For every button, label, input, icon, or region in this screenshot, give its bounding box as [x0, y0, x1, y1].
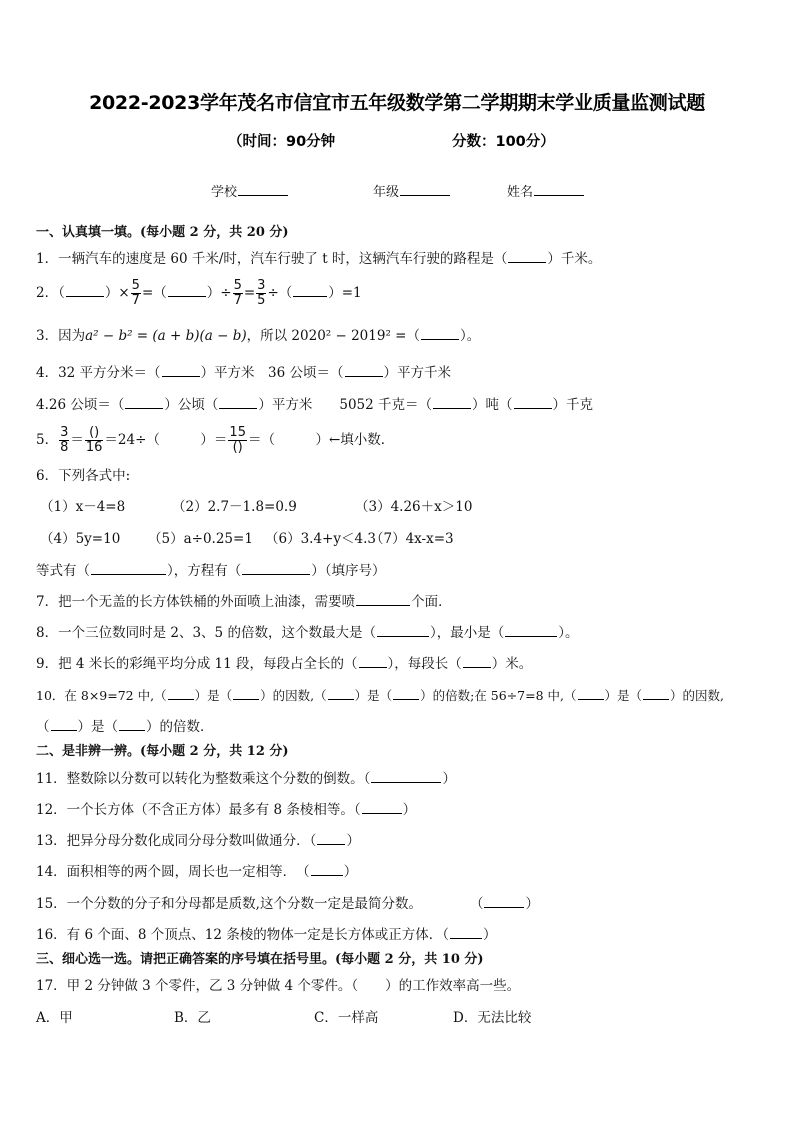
question-6-item: （7）4x-x=3 [370, 531, 454, 547]
name-field[interactable] [507, 181, 585, 200]
question-7: 7．把一个无盖的长方体铁桶的外面喷上油漆，需要喷 个面． [36, 594, 452, 610]
question-5: 5． $\frac{3}{8}$ ＝ $\frac{()}{16}$ ＝24÷（ ）＝ $\frac{15}{()}$ ＝（ ）←填小数． [36, 425, 395, 455]
option-a[interactable]: A．甲 [36, 1010, 73, 1026]
question-6-item: （6）3.4+y＜4.3 [265, 531, 376, 547]
question-6-item: （1）x－4=8 [40, 499, 126, 515]
question-6-item: （2）2.7－1.8=0.9 [172, 499, 297, 515]
answer-blank[interactable] [505, 623, 557, 637]
exam-time: （时间：90分钟 [228, 134, 336, 150]
grade-blank[interactable] [400, 182, 450, 196]
answer-blank[interactable] [125, 395, 163, 409]
section-3-heading: 三、细心选一选。请把正确答案的序号填在括号里。(每小题 2 分，共 10 分) [36, 952, 484, 967]
question-10-line-1: 10．在 8×9=72 中,（ ）是（ ）的因数,（ ）是（ ）的倍数;在 56÷7=8 中,（ ）是（ ）的因数, [36, 688, 725, 703]
answer-blank[interactable] [66, 283, 104, 297]
section-1-heading: 一、认真填一填。(每小题 2 分，共 20 分) [36, 225, 289, 240]
grade-field[interactable] [373, 181, 451, 200]
question-1: 1．一辆汽车的速度是 60 千米/时，汽车行驶了 t 时，这辆汽车行驶的路程是（ ）千米。 [36, 251, 602, 267]
fraction: $\frac{5}{7}$ [233, 278, 242, 308]
answer-blank[interactable] [421, 326, 459, 340]
question-6-item: （3）4.26＋x＞10 [355, 499, 473, 515]
question-14: 14．面积相等的两个圆，周长也一定相等． （ ） [36, 864, 358, 880]
question-6-title: 6．下列各式中: [36, 468, 131, 484]
fraction: $\frac{3}{5}$ [257, 278, 266, 308]
answer-blank[interactable] [371, 769, 441, 783]
answer-blank[interactable] [293, 283, 327, 297]
answer-blank[interactable] [328, 686, 354, 700]
answer-blank[interactable] [233, 686, 259, 700]
answer-blank[interactable] [484, 894, 524, 908]
exam-title: 2022-2023学年茂名市信宜市五年级数学第二学期期末学业质量监测试题 [89, 92, 705, 114]
fraction: $\frac{3}{8}$ [60, 425, 69, 455]
question-4-line-2: 4.26 公顷＝（ ）公顷（ ）平方米 5052 千克＝（ ）吨（ ）千克 [36, 397, 594, 413]
section-2-heading: 二、是非辨一辨。(每小题 2 分，共 12 分) [36, 744, 289, 759]
question-13: 13．把异分母分数化成同分母分数叫做通分．（ ） [36, 833, 360, 849]
answer-blank[interactable] [450, 925, 482, 939]
school-blank[interactable] [238, 182, 288, 196]
formula: a² − b² = (a + b)(a − b) [85, 328, 247, 344]
question-6-answer: 等式有（ ），方程有（ ）（填序号） [36, 563, 386, 579]
name-label: 姓名 [507, 185, 534, 200]
question-17: 17．甲 2 分钟做 3 个零件，乙 3 分钟做 4 个零件。（ ）的工作效率高一些。 [36, 978, 521, 994]
question-15: 15．一个分数的分子和分母都是质数,这个分数一定是最简分数。 （ ） [36, 896, 539, 912]
option-d[interactable]: D．无法比较 [453, 1010, 532, 1026]
answer-blank[interactable] [393, 686, 419, 700]
answer-blank[interactable] [119, 717, 145, 731]
answer-blank[interactable] [433, 395, 471, 409]
question-4-line-1: 4．32 平方分米＝（ ）平方米 36 公顷＝（ ）平方千米 [36, 365, 452, 381]
fraction: $\frac{()}{16}$ [85, 425, 103, 455]
answer-blank[interactable] [643, 686, 669, 700]
question-6-item: （4）5y=10 [40, 531, 121, 547]
fraction: $\frac{15}{()}$ [229, 425, 246, 455]
fraction: $\frac{5}{7}$ [131, 278, 140, 308]
answer-blank[interactable] [317, 831, 345, 845]
answer-blank[interactable] [311, 862, 343, 876]
answer-blank[interactable] [356, 592, 410, 606]
answer-blank[interactable] [362, 800, 402, 814]
answer-blank[interactable] [91, 561, 166, 575]
answer-blank[interactable] [508, 249, 546, 263]
question-8: 8．一个三位数同时是 2、3、5 的倍数，这个数最大是（ ），最小是（ ）。 [36, 625, 579, 641]
answer-blank[interactable] [463, 654, 491, 668]
answer-blank[interactable] [242, 561, 310, 575]
answer-blank[interactable] [377, 623, 429, 637]
question-9: 9．把 4 米长的彩绳平均分成 11 段，每段占全长的（ ），每段长（ ）米。 [36, 656, 533, 672]
answer-blank[interactable] [219, 395, 257, 409]
question-11: 11．整数除以分数可以转化为整数乘这个分数的倒数。（ ） [36, 771, 456, 787]
question-3: 3．因为a² − b² = (a + b)(a − b)，所以 2020² − 2019² =（ ）。 [36, 328, 481, 344]
name-blank[interactable] [534, 182, 584, 196]
question-10-line-2: （ ）是（ ）的倍数． [36, 719, 214, 735]
question-6-item: （5）a÷0.25=1 [148, 531, 253, 547]
answer-blank[interactable] [578, 686, 604, 700]
school-field[interactable] [211, 181, 289, 200]
answer-blank[interactable] [168, 686, 194, 700]
answer-blank[interactable] [345, 363, 383, 377]
answer-blank[interactable] [168, 283, 206, 297]
answer-blank[interactable] [514, 395, 552, 409]
school-label: 学校 [211, 185, 238, 200]
exam-score: 分数：100分） [452, 134, 555, 150]
question-12: 12．一个长方体（不含正方体）最多有 8 条棱相等。（ ） [36, 802, 417, 818]
option-b[interactable]: B．乙 [174, 1010, 211, 1026]
grade-label: 年级 [373, 185, 400, 200]
answer-blank[interactable] [162, 363, 200, 377]
option-c[interactable]: C．一样高 [314, 1010, 379, 1026]
question-16: 16．有 6 个面、8 个顶点、12 条棱的物体一定是长方体或正方体．（ ） [36, 927, 497, 943]
answer-blank[interactable] [359, 654, 387, 668]
answer-blank[interactable] [51, 717, 77, 731]
question-2: 2．（ ）× $\frac{5}{7}$ =（ ）÷ $\frac{5}{7}$ = $\frac{3}{5}$ ÷（ ）=1 [36, 278, 362, 308]
